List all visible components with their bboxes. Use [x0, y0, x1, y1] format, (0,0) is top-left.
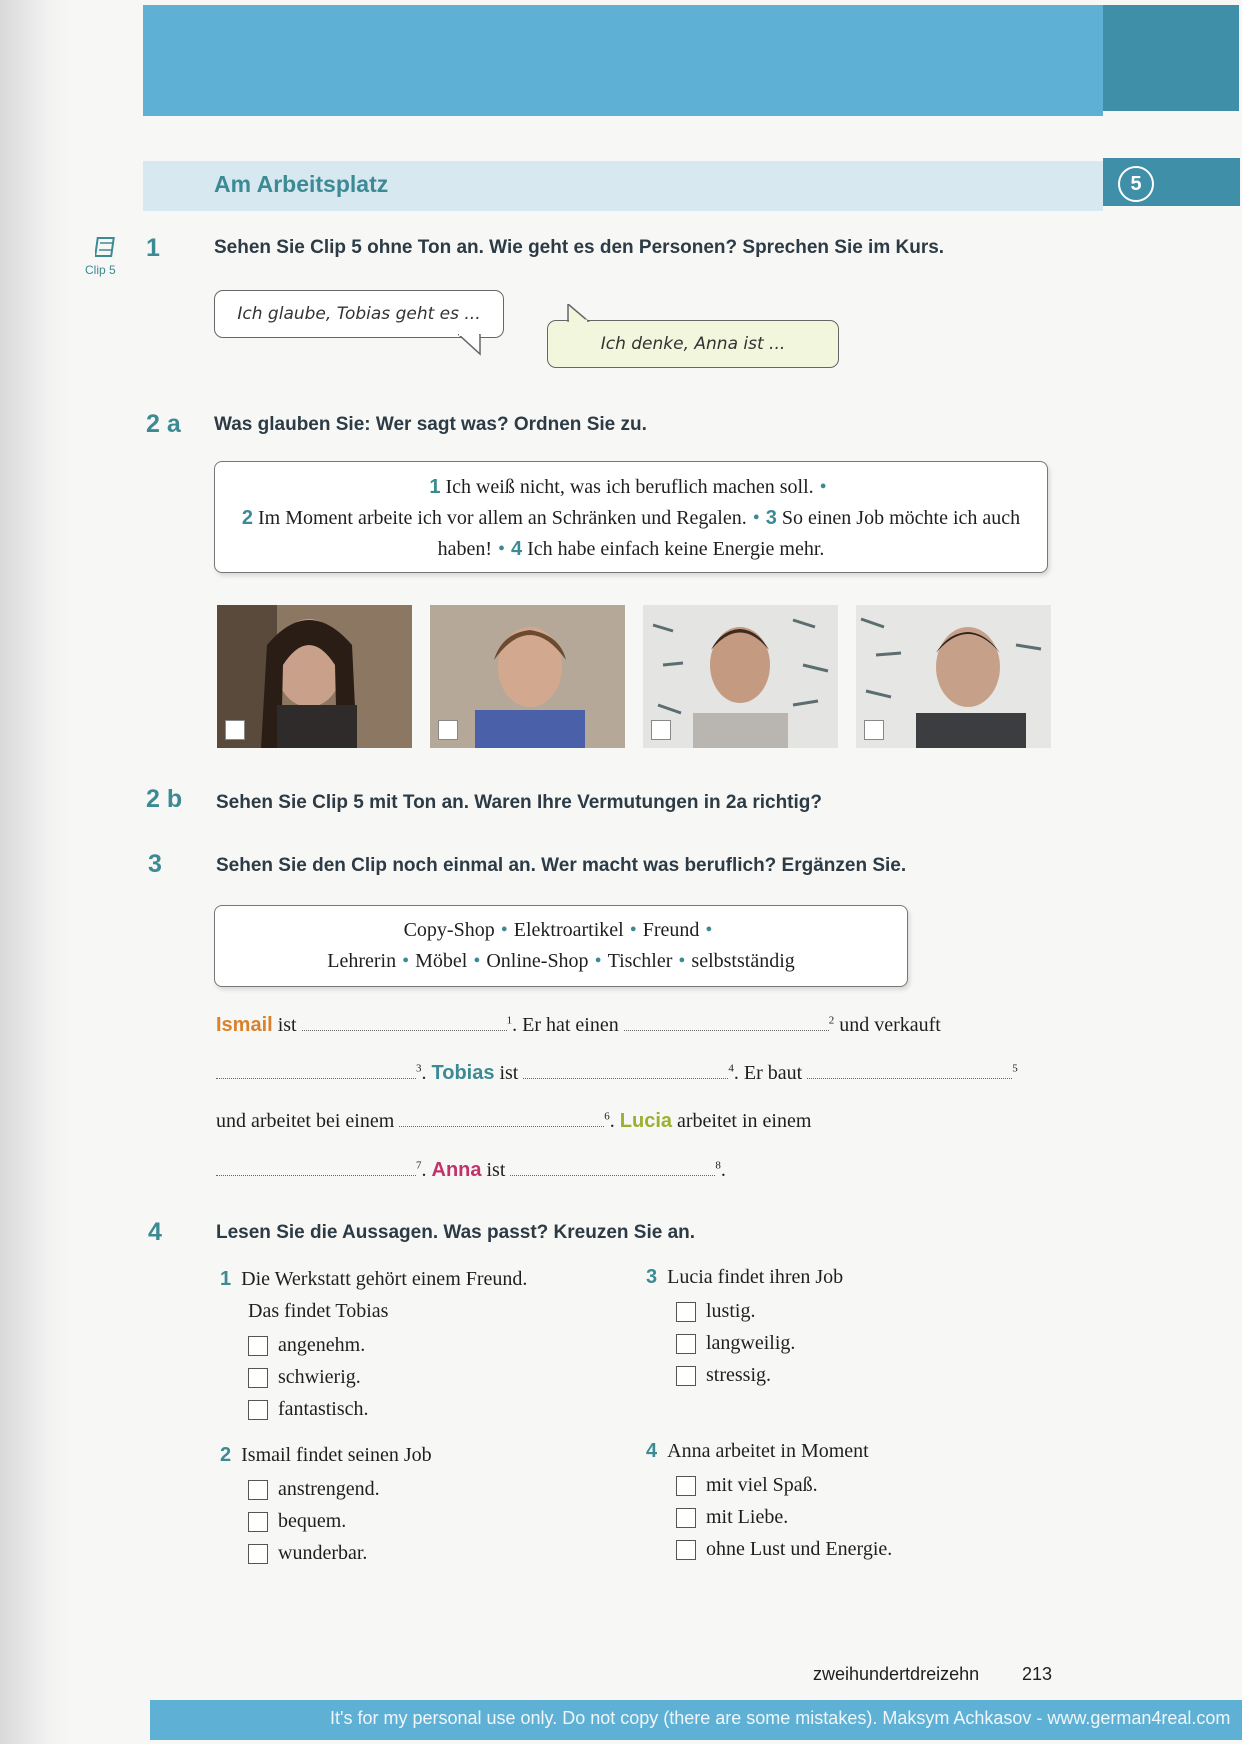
separator-dot: • [473, 950, 481, 972]
option-label: bequem. [278, 1510, 347, 1532]
gap-4[interactable] [523, 1060, 728, 1079]
question-1-stem-2: Das findet Tobias [248, 1300, 389, 1322]
text-und-verkauft: und verkauft [839, 1014, 941, 1036]
checkbox[interactable] [248, 1368, 268, 1388]
separator-dot: • [402, 950, 410, 972]
statement-1-number: 1 [429, 476, 441, 498]
gap-1[interactable] [302, 1012, 507, 1031]
statement-3-text: So einen Job möchte ich auch haben! [437, 507, 1021, 560]
q4-option-3[interactable] [676, 1538, 892, 1561]
gap-7-number: 7 [416, 1159, 422, 1172]
film-icon [95, 236, 117, 258]
text-arbeitet-in-einem: arbeitet in einem [677, 1110, 812, 1132]
checkbox[interactable] [248, 1544, 268, 1564]
exercise-4-instruction: Lesen Sie die Aussagen. Was passt? Kreuzen Sie an. [216, 1222, 696, 1243]
question-1-stem: Die Werkstatt gehört einem Freund. [241, 1268, 528, 1290]
photo-3-checkbox[interactable] [651, 720, 671, 740]
checkbox[interactable] [676, 1302, 696, 1322]
gap-4-number: 4 [728, 1062, 734, 1075]
name-tobias: Tobias [431, 1062, 495, 1084]
watermark-text: It's for my personal use only. Do not copy (there are some mistakes). Maksym Achkasov - www.german4real.com [330, 1708, 1231, 1728]
speech-bubble-1-tail [458, 334, 488, 356]
page-number-words: zweihundertdreizehn [813, 1664, 980, 1684]
separator-dot: • [498, 538, 506, 560]
question-2 [220, 1444, 432, 1467]
option-label: langweilig. [706, 1332, 796, 1354]
name-anna: Anna [431, 1159, 482, 1181]
question-3 [646, 1266, 843, 1289]
question-4 [646, 1440, 869, 1463]
gap-5[interactable] [807, 1060, 1012, 1079]
clip-label: Clip 5 [85, 263, 116, 277]
question-1-number: 1 [220, 1268, 232, 1290]
separator-dot: • [705, 919, 713, 941]
word-lehrerin: Lehrerin [327, 950, 397, 972]
text-period: . [421, 1062, 427, 1084]
question-4-stem: Anna arbeitet in Moment [667, 1440, 869, 1462]
word-box [214, 905, 908, 987]
photo-2-checkbox[interactable] [438, 720, 458, 740]
gap-3-number: 3 [416, 1062, 422, 1075]
gap-text-line-2 [216, 1060, 1018, 1085]
checkbox[interactable] [676, 1366, 696, 1386]
option-label: anstrengend. [278, 1478, 380, 1500]
statement-3-number: 3 [765, 507, 777, 529]
text-ist: ist [499, 1062, 519, 1084]
chapter-number-badge: 5 [1118, 166, 1154, 202]
q2-option-1[interactable] [248, 1478, 380, 1501]
option-label: lustig. [706, 1300, 756, 1322]
word-selbststaendig: selbstständig [691, 950, 795, 972]
gap-6[interactable] [399, 1108, 604, 1127]
word-online-shop: Online-Shop [486, 950, 589, 972]
checkbox[interactable] [248, 1400, 268, 1420]
q2-option-3[interactable] [248, 1542, 367, 1565]
q1-option-3[interactable] [248, 1398, 369, 1421]
exercise-4-number: 4 [148, 1218, 162, 1246]
checkbox[interactable] [676, 1334, 696, 1354]
gap-2-number: 2 [828, 1014, 835, 1027]
option-label: schwierig. [278, 1366, 361, 1388]
question-3-stem: Lucia findet ihren Job [667, 1266, 844, 1288]
photo-man-2 [856, 605, 1051, 748]
q3-option-3[interactable] [676, 1364, 771, 1387]
checkbox[interactable] [248, 1512, 268, 1532]
word-copy-shop: Copy-Shop [403, 919, 495, 941]
checkbox[interactable] [248, 1336, 268, 1356]
gap-3[interactable] [216, 1060, 416, 1079]
text-ist: ist [486, 1159, 506, 1181]
option-label: stressig. [706, 1364, 771, 1386]
exercise-2b-number: 2 b [146, 785, 183, 813]
page-spine-shadow [0, 0, 70, 1744]
gap-7[interactable] [216, 1157, 416, 1176]
question-3-number: 3 [646, 1266, 658, 1288]
gap-text-line-4 [216, 1157, 726, 1182]
text-period: . [609, 1110, 615, 1132]
checkbox[interactable] [676, 1476, 696, 1496]
statement-1-text: Ich weiß nicht, was ich beruflich machen soll. [445, 476, 814, 498]
statement-box [214, 461, 1048, 573]
statement-4-text: Ich habe einfach keine Energie mehr. [527, 538, 825, 560]
question-2-number: 2 [220, 1444, 232, 1466]
gap-text-line-1 [216, 1012, 941, 1037]
q3-option-2[interactable] [676, 1332, 795, 1355]
q3-option-1[interactable] [676, 1300, 755, 1323]
exercise-2b-instruction: Sehen Sie Clip 5 mit Ton an. Waren Ihre Vermutungen in 2a richtig? [216, 792, 822, 813]
gap-8-number: 8 [715, 1159, 721, 1172]
text-und-arbeitet-bei-einem: und arbeitet bei einem [216, 1110, 395, 1132]
header-band [143, 5, 1103, 116]
speech-bubble-1 [214, 290, 504, 338]
word-freund: Freund [642, 919, 700, 941]
word-box-line-2 [215, 946, 907, 977]
word-moebel: Möbel [415, 950, 468, 972]
speech-bubble-2 [547, 320, 839, 368]
exercise-3-instruction: Sehen Sie den Clip noch einmal an. Wer macht was beruflich? Ergänzen Sie. [216, 855, 907, 876]
text-ist: ist [277, 1014, 297, 1036]
name-ismail: Ismail [216, 1014, 273, 1036]
exercise-1-number: 1 [146, 234, 160, 262]
text-er-hat-einen: . Er hat einen [512, 1014, 619, 1036]
option-label: ohne Lust und Energie. [706, 1538, 893, 1560]
question-2-stem: Ismail findet seinen Job [241, 1444, 432, 1466]
text-period: . [720, 1159, 726, 1181]
page-number: 213 [1022, 1664, 1053, 1684]
question-1 [220, 1268, 527, 1291]
word-tischler: Tischler [607, 950, 673, 972]
q4-option-2[interactable] [676, 1506, 788, 1529]
text-er-baut: . Er baut [733, 1062, 803, 1084]
option-label: wunderbar. [278, 1542, 368, 1564]
word-elektroartikel: Elektroartikel [513, 919, 624, 941]
photo-4-checkbox[interactable] [864, 720, 884, 740]
gap-2[interactable] [624, 1012, 829, 1031]
statement-line-1 [215, 472, 1047, 503]
q1-option-2[interactable] [248, 1366, 361, 1389]
speech-bubble-2-text: Ich denke, Anna ist ... [600, 334, 786, 354]
option-label: mit Liebe. [706, 1506, 789, 1528]
separator-dot: • [678, 950, 686, 972]
option-label: fantastisch. [278, 1398, 369, 1420]
statement-2-text: Im Moment arbeite ich vor allem an Schränken und Regalen. [257, 507, 747, 529]
speech-bubble-1-text: Ich glaube, Tobias geht es ... [237, 304, 481, 324]
separator-dot: • [500, 919, 508, 941]
header-band-accent [1103, 5, 1239, 111]
photo-woman-1 [217, 605, 412, 748]
q4-option-1[interactable] [676, 1474, 818, 1497]
statement-2-number: 2 [241, 507, 253, 529]
speech-bubble-2-tail [566, 304, 596, 322]
separator-dot: • [819, 476, 827, 498]
exercise-3-number: 3 [148, 850, 162, 878]
statement-line-2 [215, 503, 1047, 565]
photo-1-checkbox[interactable] [225, 720, 245, 740]
exercise-1-instruction: Sehen Sie Clip 5 ohne Ton an. Wie geht es den Personen? Sprechen Sie im Kurs. [214, 237, 945, 258]
separator-dot: • [752, 507, 760, 529]
gap-5-number: 5 [1012, 1062, 1018, 1075]
separator-dot: • [594, 950, 602, 972]
q1-option-1[interactable] [248, 1334, 365, 1357]
photo-woman-2 [430, 605, 625, 748]
section-title: Am Arbeitsplatz [214, 171, 389, 197]
option-label: angenehm. [278, 1334, 366, 1356]
question-4-number: 4 [646, 1440, 658, 1462]
checkbox[interactable] [248, 1480, 268, 1500]
checkbox[interactable] [676, 1508, 696, 1528]
gap-8[interactable] [510, 1157, 715, 1176]
gap-1-number: 1 [506, 1014, 513, 1027]
statement-4-number: 4 [511, 538, 523, 560]
exercise-2a-instruction: Was glauben Sie: Wer sagt was? Ordnen Sie zu. [214, 414, 647, 435]
name-lucia: Lucia [619, 1110, 673, 1132]
text-period: . [421, 1159, 427, 1181]
q2-option-2[interactable] [248, 1510, 346, 1533]
exercise-2a-number: 2 a [146, 410, 181, 438]
separator-dot: • [629, 919, 637, 941]
gap-text-line-3 [216, 1108, 811, 1133]
checkbox[interactable] [676, 1540, 696, 1560]
gap-6-number: 6 [604, 1110, 610, 1123]
photo-man-1 [643, 605, 838, 748]
option-label: mit viel Spaß. [706, 1474, 818, 1496]
word-box-line-1 [215, 915, 907, 946]
